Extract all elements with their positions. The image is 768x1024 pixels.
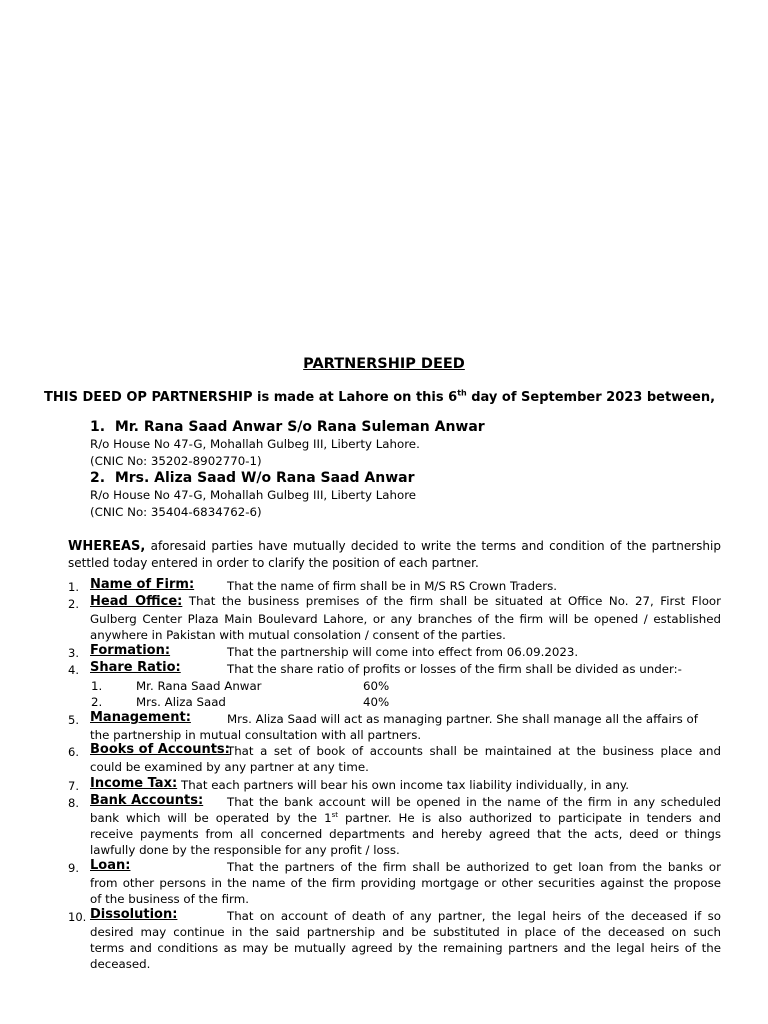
clause-text: That the share ratio of profits or losses of the firm shall be divided as under:- bbox=[227, 662, 682, 676]
clause-text: That each partners will bear his own income tax liability individually, in any. bbox=[181, 778, 629, 792]
clause-text: of the business of the firm. bbox=[90, 892, 249, 906]
clause-heading: Dissolution: bbox=[90, 907, 178, 922]
clause-heading: Share Ratio: bbox=[90, 660, 181, 675]
clause-text: Mrs. Aliza Saad will act as managing partner. She shall manage all the affairs of bbox=[227, 712, 698, 726]
clause-heading: Head Office: bbox=[90, 594, 183, 609]
share-percentage: 40% bbox=[363, 695, 390, 709]
clause-text: That the partners of the firm shall be authorized to get loan from the banks or bbox=[227, 860, 721, 874]
clause-heading: Formation: bbox=[90, 643, 171, 658]
clause-text: deceased. bbox=[90, 957, 151, 971]
clause-text: the partnership in mutual consultation with all partners. bbox=[90, 728, 422, 742]
partner-1-cnic: (CNIC No: 35202-8902770-1) bbox=[90, 454, 262, 468]
deed-intro: THIS DEED OP PARTNERSHIP is made at Lahore on this 6th day of September 2023 between, bbox=[44, 388, 716, 405]
clause-number: 10. bbox=[68, 910, 87, 924]
partner-2-address: R/o House No 47-G, Mohallah Gulbeg III, Liberty Lahore bbox=[90, 488, 417, 502]
clause-text: terms and conditions as may be mutually agreed by the remaining partners and the legal heirs of the bbox=[90, 941, 721, 955]
clause-number: 3. bbox=[68, 646, 79, 660]
clause-heading: Income Tax: bbox=[90, 776, 178, 791]
share-partner-name: Mr. Rana Saad Anwar bbox=[136, 679, 262, 693]
share-partner-name: Mrs. Aliza Saad bbox=[136, 695, 226, 709]
clause-text: Gulberg Center Plaza Main Boulevard Lahore, or any branches of the firm will be opened / established bbox=[90, 612, 721, 626]
clause-text: That the bank account will be opened in the name of the firm in any scheduled bbox=[227, 795, 721, 809]
clause-heading: Management: bbox=[90, 710, 191, 725]
clause-text: bank which will be operated by the 1st partner. He is also authorized to participate in tenders and bbox=[90, 811, 721, 825]
partner-2-cnic: (CNIC No: 35404-6834762-6) bbox=[90, 505, 262, 519]
clause-number: 9. bbox=[68, 861, 79, 875]
partner-2-name: 2. Mrs. Aliza Saad W/o Rana Saad Anwar bbox=[90, 470, 415, 486]
clause-text: That on account of death of any partner, the legal heirs of the deceased if so bbox=[227, 909, 721, 923]
clause-text: anywhere in Pakistan with mutual consolation / consent of the parties. bbox=[90, 628, 506, 642]
clause-text: That the name of firm shall be in M/S RS Crown Traders. bbox=[227, 579, 557, 593]
clause-number: 5. bbox=[68, 713, 79, 727]
clause-number: 2. bbox=[68, 597, 79, 611]
clause-text: Head Office: That the business premises of the firm shall be situated at Office No. 27, First Floor bbox=[90, 594, 721, 609]
clause-text: desired may continue in the said partnership and be substituted in place of the deceased on such bbox=[90, 925, 721, 939]
clause-heading: Books of Accounts: bbox=[90, 742, 230, 757]
partner-1-name: 1. Mr. Rana Saad Anwar S/o Rana Suleman Anwar bbox=[90, 419, 485, 435]
clause-text: That a set of book of accounts shall be maintained at the business place and bbox=[227, 744, 721, 758]
clause-number: 7. bbox=[68, 779, 79, 793]
clause-heading: Loan: bbox=[90, 858, 131, 873]
partner-1-address: R/o House No 47-G, Mohallah Gulbeg III, Liberty Lahore. bbox=[90, 437, 420, 451]
clause-number: 4. bbox=[68, 663, 79, 677]
clause-text: lawfully done by the responsible for any profit / loss. bbox=[90, 843, 400, 857]
clause-heading: Name of Firm: bbox=[90, 577, 195, 592]
clause-text: receive payments from all concerned departments and hereby agreed that the acts, deed or things bbox=[90, 827, 721, 841]
clause-text: could be examined by any partner at any time. bbox=[90, 760, 369, 774]
share-percentage: 60% bbox=[363, 679, 390, 693]
whereas-paragraph: WHEREAS, aforesaid parties have mutually decided to write the terms and condition of the partnership settled today entered in order to clarify the position of each partner. bbox=[68, 539, 721, 571]
clause-text: That the partnership will come into effect from 06.09.2023. bbox=[227, 645, 579, 659]
clause-number: 1. bbox=[68, 580, 79, 594]
document-title: PARTNERSHIP DEED bbox=[303, 356, 465, 372]
clause-number: 6. bbox=[68, 745, 79, 759]
clause-heading: Bank Accounts: bbox=[90, 793, 204, 808]
share-number: 2. bbox=[91, 695, 103, 709]
share-number: 1. bbox=[91, 679, 103, 693]
clause-text: from other persons in the name of the firm providing mortgage or other securities against the propose bbox=[90, 876, 721, 890]
clause-number: 8. bbox=[68, 796, 79, 810]
